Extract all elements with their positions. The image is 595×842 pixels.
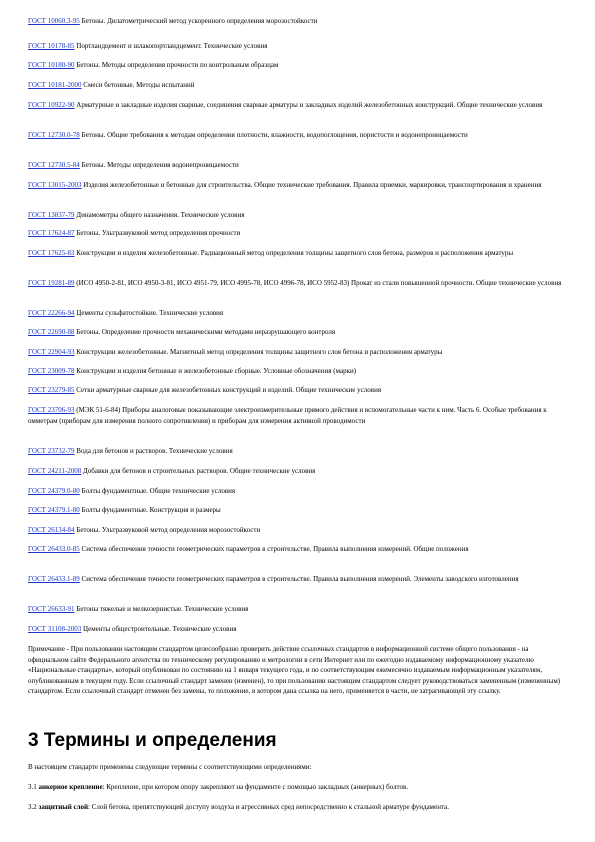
reference-item [28,180,568,191]
reference-title: Изделия железобетонные и бетонные для строительства. Общие технические требования. Правила приемки, маркировки, транспортирования и хранения [81,181,542,189]
reference-link[interactable]: ГОСТ 22904-93 [28,348,75,356]
reference-link[interactable]: ГОСТ 26134-84 [28,526,75,534]
intro-paragraph: В настоящем стандарте применены следующие термины с соответствующими определениями: [28,763,312,771]
reference-item [28,327,568,338]
reference-item [28,486,568,497]
reference-link[interactable]: ГОСТ 23732-79 [28,447,75,455]
reference-title: Портландцемент и шлакопортландцемент. Технические условия [74,42,268,50]
reference-link[interactable]: ГОСТ 22690-88 [28,328,75,336]
reference-item [28,574,568,585]
reference-title: Бетоны. Ультразвуковой метод определения прочности [74,229,241,237]
reference-title: Добавки для бетонов и строительных растворов. Общие технические условия [81,467,316,475]
reference-item [28,160,568,171]
reference-item [28,80,568,91]
reference-title: Система обеспечения точности геометрических параметров в строительстве. Правила выполнения измерений. Элементы заводского изготовления [79,575,519,583]
reference-item [28,130,568,141]
reference-link[interactable]: ГОСТ 23009-78 [28,367,75,375]
reference-link[interactable]: ГОСТ 10922-90 [28,101,75,109]
reference-link[interactable]: ГОСТ 10060.3-95 [28,17,80,25]
reference-title: Арматурные и закладные изделия сварные, соединения сварные арматуры и закладных изделий железобетонных конструкций. Общие технические условия [74,101,543,109]
reference-item [28,604,568,615]
reference-item [28,544,568,555]
reference-title: Бетоны. Общие требования к методам определения плотности, влажности, водопоглощения, пористости и водонепроницаемости [79,131,468,139]
reference-item [28,100,568,111]
reference-link[interactable]: ГОСТ 19281-89 [28,279,75,287]
term-text: : Слой бетона, препятствующий доступу воздуха и агрессивных сред непосредственно к стальной арматуре фундамента. [88,803,449,811]
reference-title: Бетоны. Ультразвуковой метод определения морозостойкости [74,526,261,534]
reference-title: Конструкции и изделия железобетонные. Радиационный метод определения толщины защитного слоя бетона, размеров и расположения арматуры [74,249,514,257]
reference-link[interactable]: ГОСТ 10181-2000 [28,81,82,89]
term-number: 3.1 [28,783,37,791]
reference-item [28,347,568,358]
reference-item [28,248,568,259]
reference-link[interactable]: ГОСТ 26433.1-89 [28,575,80,583]
reference-item [28,525,568,536]
reference-item [28,41,568,52]
reference-title: Сетки арматурные сварные для железобетонных конструкций и изделий. Общие технические условия [74,386,382,394]
term-name: защитный слой [38,803,89,811]
reference-link[interactable]: ГОСТ 23279-85 [28,386,75,394]
reference-link[interactable]: ГОСТ 17625-83 [28,249,75,257]
section-heading: 3 Термины и определения [28,730,277,751]
reference-link[interactable]: ГОСТ 17624-87 [28,229,75,237]
reference-link[interactable]: ГОСТ 24379.1-80 [28,506,80,514]
term-definition [28,782,568,793]
reference-title: Вода для бетонов и растворов. Технические условия [74,447,233,455]
reference-link[interactable]: ГОСТ 26633-91 [28,605,75,613]
reference-link[interactable]: ГОСТ 13015-2003 [28,181,82,189]
reference-title: Бетоны. Определение прочности механическими методами неразрушающего контроля [74,328,336,336]
reference-link[interactable]: ГОСТ 12730.0-78 [28,131,80,139]
reference-link[interactable]: ГОСТ 31108-2003 [28,625,82,633]
reference-title: Бетоны. Методы определения водонепроницаемости [79,161,239,169]
reference-title: Система обеспечения точности геометрических параметров в строительстве. Правила выполнения измерений. Общие положения [79,545,469,553]
reference-item [28,446,568,457]
reference-item [28,210,568,221]
term-text: : Крепление, при котором опору закрепляют на фундаменте с помощью закладных (анкерных) болтов. [102,783,409,791]
reference-title: Конструкции железобетонные. Магнитный метод определения толщины защитного слоя бетона и расположения арматуры [74,348,443,356]
reference-title: Конструкции и изделия бетонные и железобетонные сборные. Условные обозначения (марки) [74,367,357,375]
term-definition [28,802,568,813]
reference-item [28,624,568,635]
reference-item [28,308,568,319]
term-name: анкерное крепление [38,783,103,791]
reference-title: Бетоны. Методы определения прочности по контрольным образцам [74,61,279,69]
term-number: 3.2 [28,803,37,811]
reference-link[interactable]: ГОСТ 24379.0-80 [28,487,80,495]
reference-title: Бетоны. Дилатометрический метод ускоренного определения морозостойкости [79,17,318,25]
reference-link[interactable]: ГОСТ 24211-2008 [28,467,82,475]
reference-title: (ИСО 4950-2-81, ИСО 4950-3-81, ИСО 4951-79, ИСО 4995-78, ИСО 4996-78, ИСО 5952-83) Прокат из стали повышенной прочности. Общие технические условия [74,279,562,287]
reference-item [28,278,568,289]
reference-link[interactable]: ГОСТ 26433.0-85 [28,545,80,553]
reference-item [28,60,568,71]
reference-item [28,505,568,516]
reference-title: Бетоны тяжелые и мелкозернистые. Технические условия [74,605,249,613]
reference-item [28,466,568,477]
reference-title: (МЭК 51-6-84) Приборы аналоговые показывающие электроизмерительные прямого действия и вспомогательные части к ним. Часть 6. Особые требования к омметрам (приборам для измерения полного сопротивления) и приборам для измерения активной проводимости [28,406,547,425]
reference-title: Смеси бетонные. Методы испытаний [81,81,195,89]
reference-link[interactable]: ГОСТ 10180-90 [28,61,75,69]
reference-item [28,16,568,27]
reference-link[interactable]: ГОСТ 12730.5-84 [28,161,80,169]
reference-title: Динамометры общего назначения. Технические условия [74,211,245,219]
reference-item [28,385,568,396]
reference-link[interactable]: ГОСТ 23706-93 [28,406,75,414]
reference-link[interactable]: ГОСТ 13837-79 [28,211,75,219]
reference-title: Цементы сульфатостойкие. Технические условия [74,309,224,317]
reference-title: Болты фундаментные. Конструкция и размеры [79,506,221,514]
note-paragraph: Примечание - При пользовании настоящим стандартом целесообразно проверить действие ссылочных стандартов в информационной системе общего пользования - на официальном сайте Федерального агентства по техническому регулированию и метрологии в сети Интернет или по ежегодно издаваемому информационному указателю «Национальные стандарты», который опубликован по состоянию на 1 января текущего года, и по соответствующим ежемесячно издаваемым информационным указателям, опубликованным в текущем году. Если ссылочный стандарт заменен (изменен), то при пользовании настоящим стандартом следует руководствоваться замененным (измененным) стандартом. Если ссылочный стандарт отменен без замены, то положение, в котором дана ссылка на него, применяется в части, не затрагивающей эту ссылку. [28,645,561,695]
reference-title: Цементы общестроительные. Технические условия [81,625,237,633]
reference-title: Болты фундаментные. Общие технические условия [79,487,236,495]
reference-item [28,228,568,239]
reference-link[interactable]: ГОСТ 22266-94 [28,309,75,317]
reference-link[interactable]: ГОСТ 10178-85 [28,42,75,50]
reference-item [28,405,568,426]
reference-item [28,366,568,377]
